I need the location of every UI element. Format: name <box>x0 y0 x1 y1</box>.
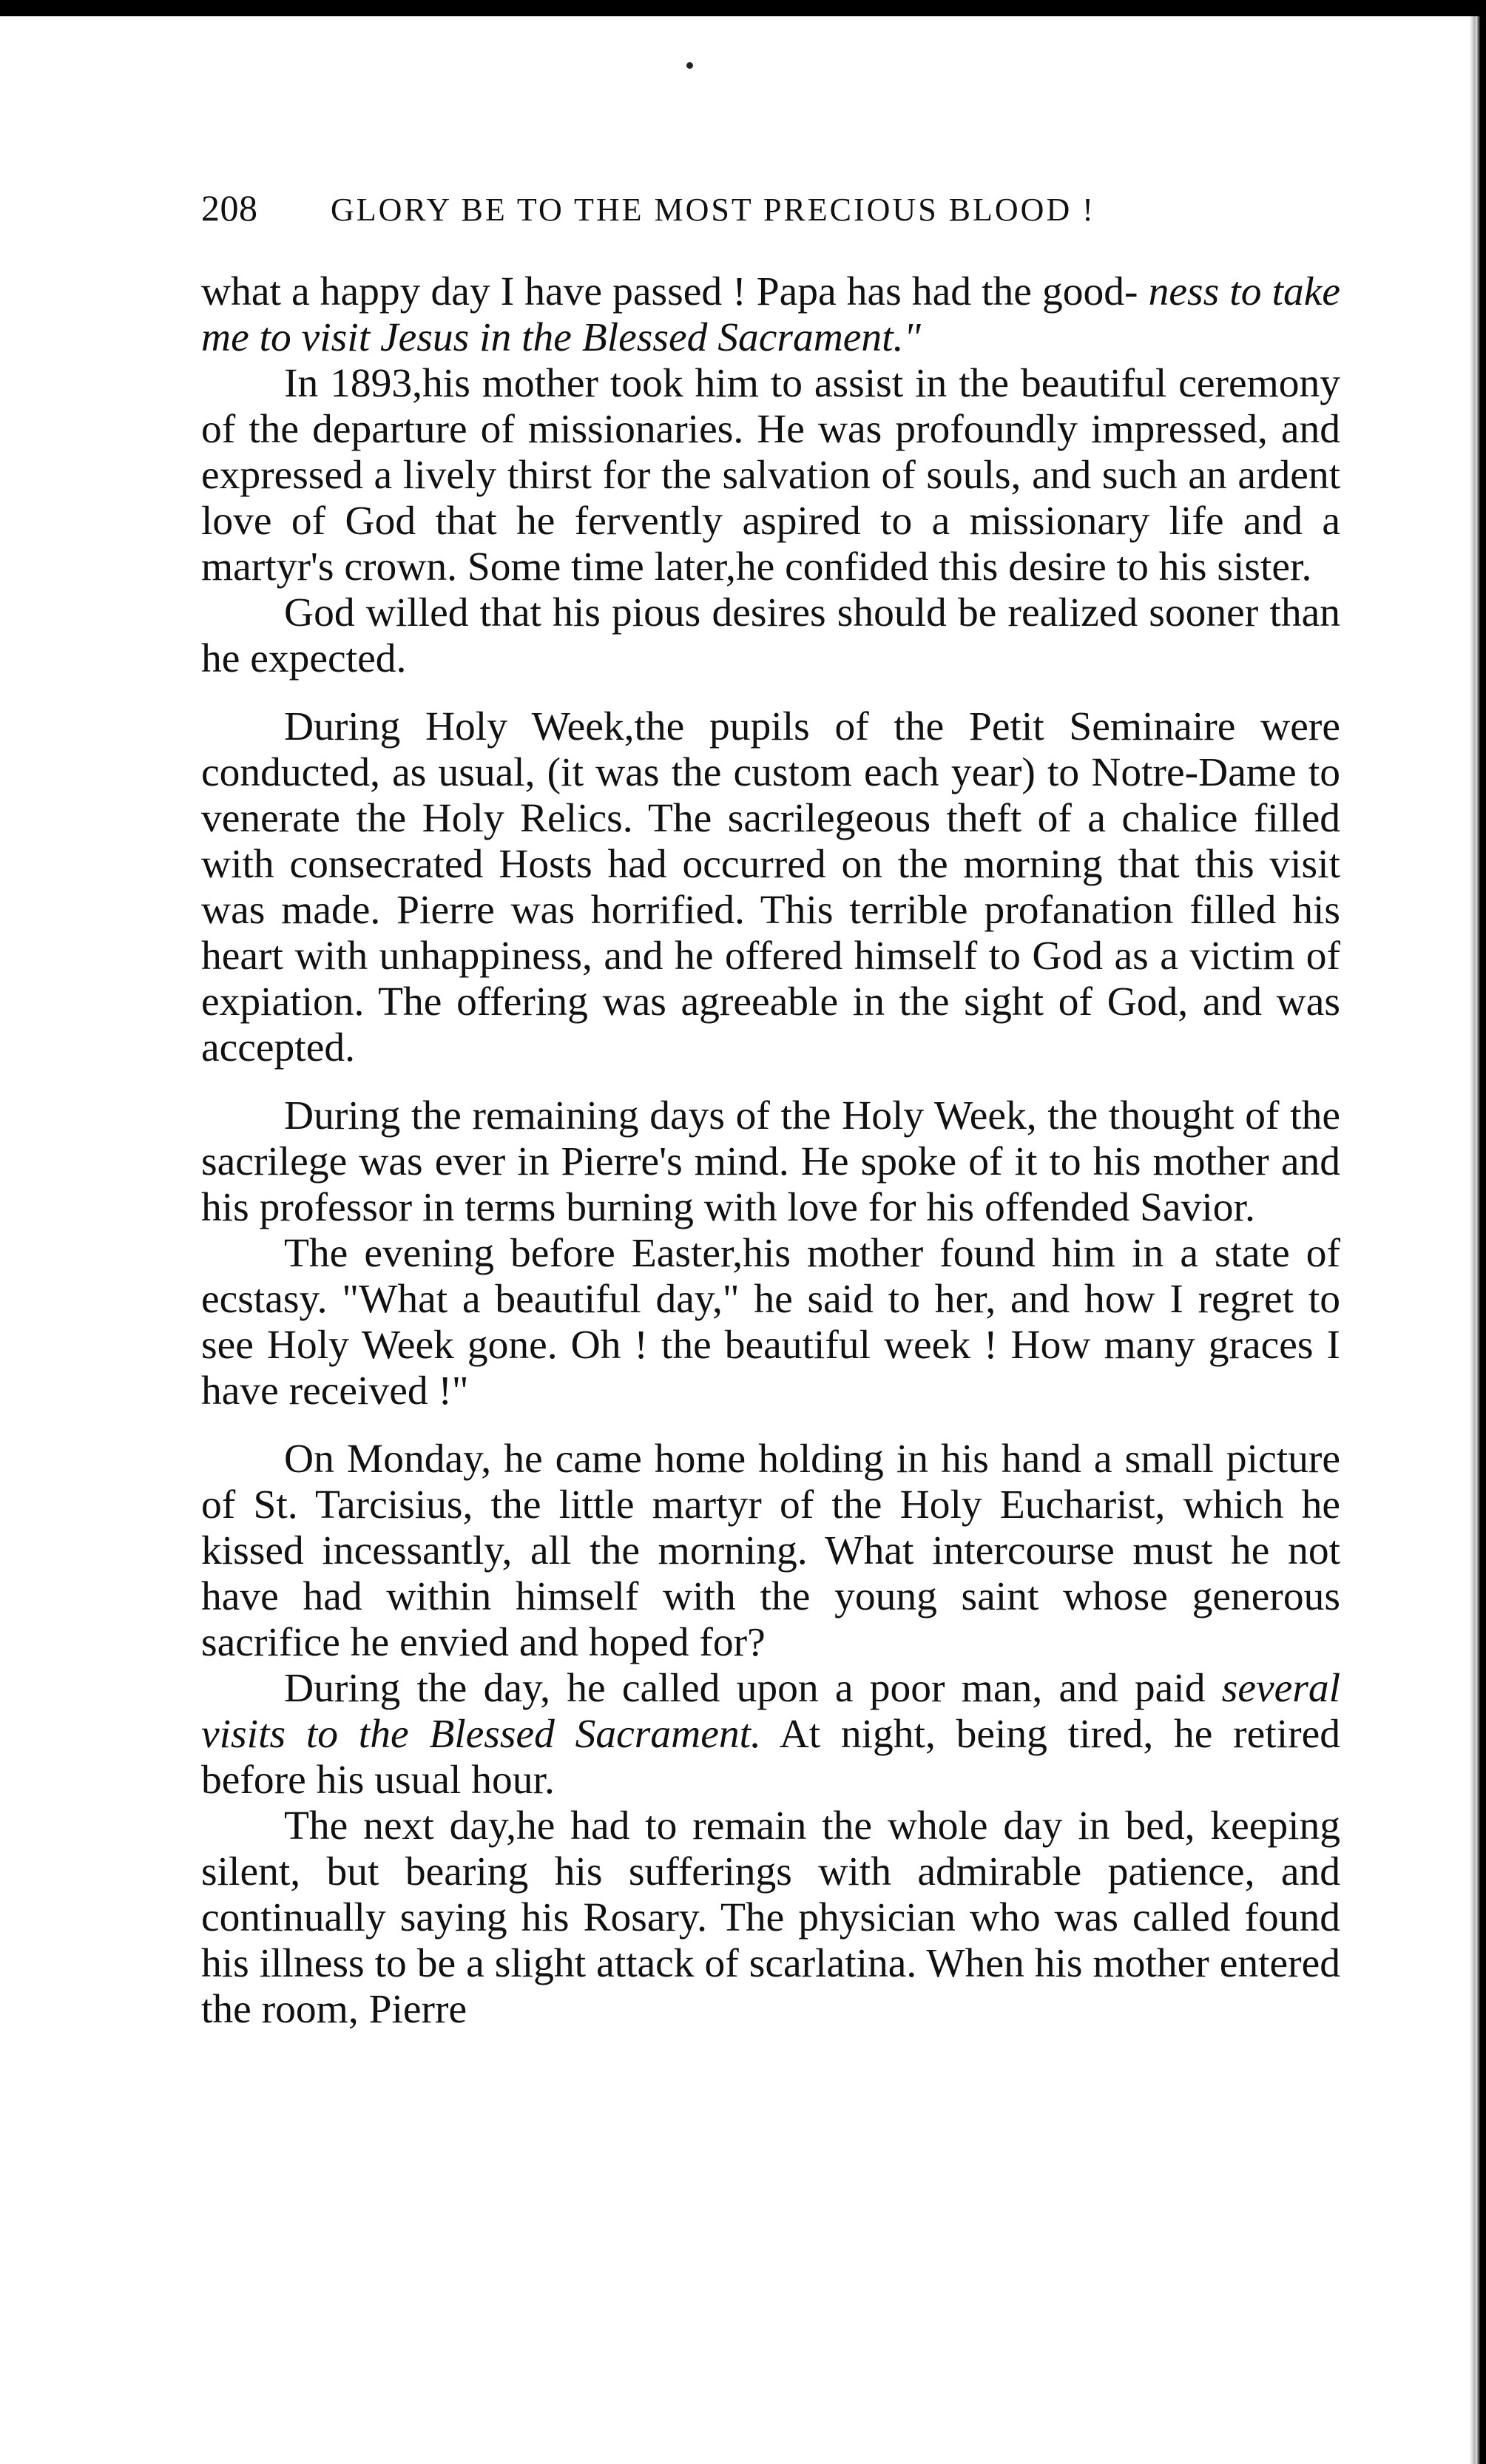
body-text <box>201 269 1340 2033</box>
paragraph-text: During the day, he called upon a poor man, and paid <box>284 1666 1206 1711</box>
paragraph: During Holy Week,the pupils of the Petit Seminaire were conducted, as usual, (it was the custom each year) to Notre-Dame to venerate the Holy Relics. The sacrilegeous theft of a chalice filled with consecrated Hosts had occurred on the morning that this visit was made. Pierre was horrified. This terrible profanation filled his heart with unhappiness, and he offered himself to God as a victim of expiation. The offering was agreeable in the sight of God, and was accepted. <box>201 704 1340 1070</box>
right-scan-border <box>1476 16 1486 2464</box>
scan-speck <box>686 62 693 69</box>
running-title: GLORY BE TO THE MOST PRECIOUS BLOOD ! <box>331 192 1095 228</box>
paragraph: God willed that his pious desires should be realized sooner than he expected. <box>201 590 1340 681</box>
running-head <box>201 186 1340 238</box>
paragraph-continuation <box>201 269 1340 361</box>
italic-phrase: several visits to the Blessed Sacrament. <box>201 1666 1340 1757</box>
book-page <box>201 186 1340 2033</box>
right-edge-shadow <box>1470 16 1476 2464</box>
paragraph: In 1893,his mother took him to assist in the beautiful ceremony of the departure of missionaries. He was profoundly impressed, and expressed a lively thirst for the salvation of souls, and such an ardent love of God that he fervently aspired to a missionary life and a martyr's crown. Some time later,he confided this desire to his sister. <box>201 361 1340 590</box>
page-number: 208 <box>201 187 258 229</box>
paragraph: The next day,he had to remain the whole day in bed, keeping silent, but bearing his sufferings with admirable patience, and continually saying his Rosary. The physician who was called found his illness to be a slight attack of scarlatina. When his mother entered the room, Pierre <box>201 1803 1340 2032</box>
italic-quote: ness to take me to visit Jesus in the Blessed Sacrament." <box>201 269 1341 360</box>
top-scan-border <box>0 0 1486 16</box>
paragraph-text: what a happy day I have passed ! Papa has had the good- <box>201 269 1138 314</box>
paragraph <box>201 1666 1340 1803</box>
paragraph: On Monday, he came home holding in his hand a small picture of St. Tarcisius, the little martyr of the Holy Eucharist, which he kissed incessantly, all the morning. What intercourse must he not have had within himself with the young saint whose generous sacrifice he envied and hoped for? <box>201 1437 1340 1665</box>
paragraph: The evening before Easter,his mother found him in a state of ecstasy. "What a beautiful day," he said to her, and how I regret to see Holy Week gone. Oh ! the beautiful week ! How many graces I have received !" <box>201 1231 1340 1414</box>
paragraph-text: At night, being tired, he retired before his usual hour. <box>201 1712 1340 1803</box>
paragraph: During the remaining days of the Holy Week, the thought of the sacrilege was ever in Pierre's mind. He spoke of it to his mother and his professor in terms burning with love for his offended Savior. <box>201 1093 1340 1230</box>
